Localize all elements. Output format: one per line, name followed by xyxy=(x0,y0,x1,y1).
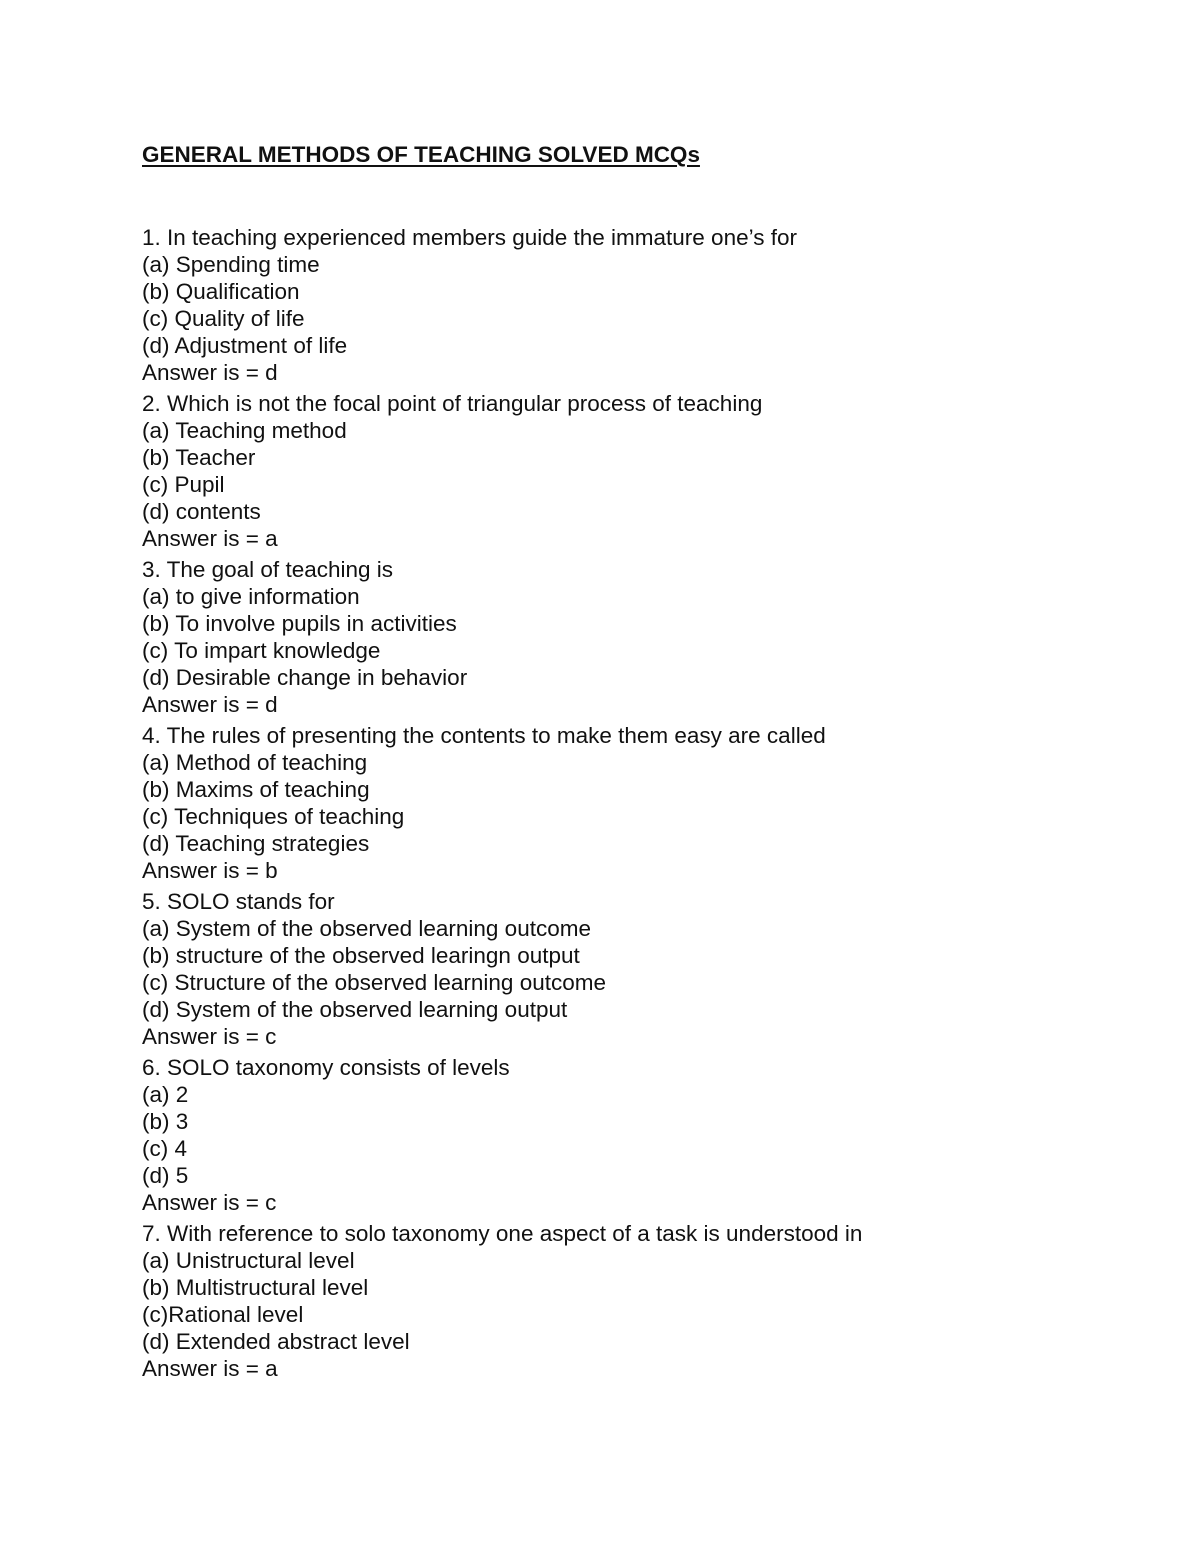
option-c: (c) Quality of life xyxy=(142,306,305,331)
answer-line: Answer is = a xyxy=(142,526,278,551)
option-b: (b) structure of the observed learingn output xyxy=(142,943,580,968)
answer-line: Answer is = a xyxy=(142,1356,278,1381)
option-a: (a) 2 xyxy=(142,1082,189,1107)
document-title: GENERAL METHODS OF TEACHING SOLVED MCQs xyxy=(142,142,700,167)
option-a: (a) to give information xyxy=(142,584,360,609)
option-a: (a) Spending time xyxy=(142,252,320,277)
question-prompt: 2. Which is not the focal point of triangular process of teaching xyxy=(142,391,763,416)
option-d: (d) contents xyxy=(142,499,261,524)
question-2 xyxy=(142,390,1102,552)
option-c: (c) Techniques of teaching xyxy=(142,804,405,829)
question-5 xyxy=(142,888,1102,1050)
option-b: (b) Qualification xyxy=(142,279,300,304)
answer-line: Answer is = b xyxy=(142,858,278,883)
option-b: (b) 3 xyxy=(142,1109,189,1134)
option-c: (c)Rational level xyxy=(142,1302,304,1327)
option-b: (b) To involve pupils in activities xyxy=(142,611,457,636)
option-d: (d) 5 xyxy=(142,1163,189,1188)
document-page xyxy=(142,140,1102,1386)
question-6 xyxy=(142,1054,1102,1216)
option-c: (c) To impart knowledge xyxy=(142,638,381,663)
answer-line: Answer is = c xyxy=(142,1190,277,1215)
option-a: (a) Teaching method xyxy=(142,418,347,443)
question-prompt: 5. SOLO stands for xyxy=(142,889,335,914)
option-d: (d) Adjustment of life xyxy=(142,333,348,358)
option-d: (d) System of the observed learning output xyxy=(142,997,568,1022)
question-prompt: 6. SOLO taxonomy consists of levels xyxy=(142,1055,510,1080)
option-d: (d) Desirable change in behavior xyxy=(142,665,468,690)
question-7 xyxy=(142,1220,1102,1382)
question-prompt: 1. In teaching experienced members guide the immature one’s for xyxy=(142,225,797,250)
option-a: (a) System of the observed learning outcome xyxy=(142,916,591,941)
option-d: (d) Teaching strategies xyxy=(142,831,370,856)
option-d: (d) Extended abstract level xyxy=(142,1329,410,1354)
question-4 xyxy=(142,722,1102,884)
option-b: (b) Maxims of teaching xyxy=(142,777,370,802)
answer-line: Answer is = d xyxy=(142,692,278,717)
option-c: (c) Pupil xyxy=(142,472,225,497)
option-b: (b) Teacher xyxy=(142,445,256,470)
option-b: (b) Multistructural level xyxy=(142,1275,369,1300)
question-3 xyxy=(142,556,1102,718)
question-prompt: 7. With reference to solo taxonomy one aspect of a task is understood in xyxy=(142,1221,863,1246)
question-prompt: 3. The goal of teaching is xyxy=(142,557,394,582)
option-c: (c) 4 xyxy=(142,1136,187,1161)
answer-line: Answer is = c xyxy=(142,1024,277,1049)
option-c: (c) Structure of the observed learning outcome xyxy=(142,970,606,995)
question-1 xyxy=(142,224,1102,386)
question-prompt: 4. The rules of presenting the contents to make them easy are called xyxy=(142,723,826,748)
option-a: (a) Unistructural level xyxy=(142,1248,355,1273)
answer-line: Answer is = d xyxy=(142,360,278,385)
option-a: (a) Method of teaching xyxy=(142,750,368,775)
